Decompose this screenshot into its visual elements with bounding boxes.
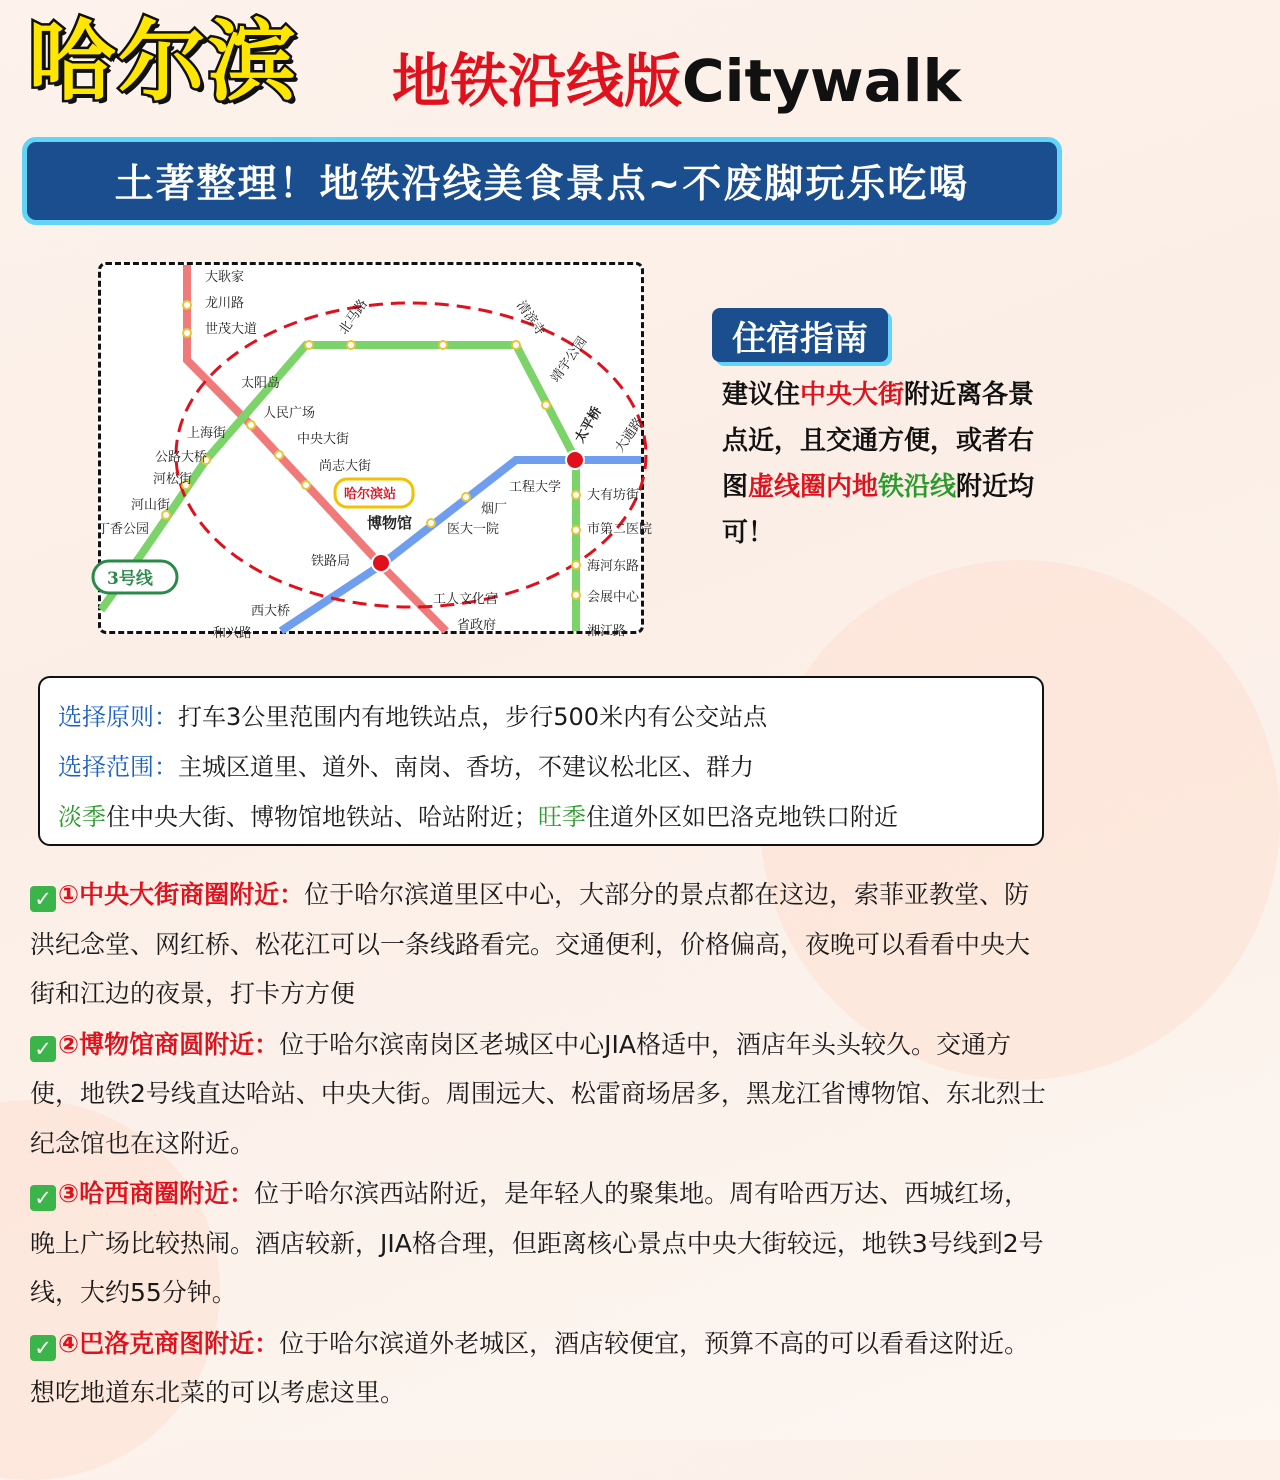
title-sub bbox=[392, 47, 962, 115]
station-label: 博物馆 bbox=[367, 514, 413, 532]
checkmark-icon: ✓ bbox=[30, 1185, 56, 1211]
list-item bbox=[30, 1319, 1052, 1418]
station-label: 河松街 bbox=[153, 472, 193, 487]
station-label: 人民广场 bbox=[263, 406, 316, 421]
guide-text bbox=[722, 372, 1052, 556]
guide-text-highlight-line: 铁沿线 bbox=[878, 472, 957, 502]
item-text: 位于哈尔滨西站附近，是年轻人的聚集地。周有哈西万达、西城红场，晚上广场比较热闹。酒店较新，JIA格合理，但距离核心景点中央大街较远，地铁3号线到2号线，大约55分钟。 bbox=[30, 1179, 1044, 1307]
station-dot bbox=[305, 341, 313, 349]
highlight-station-label: 哈尔滨站 bbox=[344, 487, 397, 502]
info-value: 住道外区如巴洛克地铁口附近 bbox=[586, 803, 898, 831]
station-dot bbox=[572, 491, 580, 499]
station-label: 会展中心 bbox=[587, 590, 640, 605]
item-title: ③哈西商圈附近： bbox=[58, 1179, 255, 1208]
station-dot bbox=[183, 329, 191, 337]
station-label: 清滨寺 bbox=[513, 298, 548, 339]
item-text: 位于哈尔滨道外老城区，酒店较便宜，预算不高的可以看看这附近。想吃地道东北菜的可以考虑这里。 bbox=[30, 1328, 1030, 1407]
info-value: 打车3公里范围内有地铁站点，步行500米内有公交站点 bbox=[178, 703, 768, 731]
list-item bbox=[30, 1169, 1052, 1318]
station-label: 太阳岛 bbox=[241, 376, 281, 391]
transfer-icon bbox=[566, 451, 584, 469]
subtitle-banner: 土著整理！地铁沿线美食景点~不废脚玩乐吃喝 bbox=[22, 137, 1062, 225]
station-label: 大通路 bbox=[612, 414, 647, 456]
station-label: 医大一院 bbox=[447, 522, 500, 537]
title-sub-cn: 地铁沿线版 bbox=[392, 47, 683, 115]
station-label: 丁香公园 bbox=[97, 522, 150, 537]
station-dot bbox=[542, 401, 550, 409]
station-label: 北马路 bbox=[336, 296, 371, 338]
station-label: 公路大桥 bbox=[155, 450, 208, 465]
subway-map-svg bbox=[97, 265, 653, 641]
station-label: 上海街 bbox=[187, 426, 227, 441]
checkmark-icon: ✓ bbox=[30, 1036, 56, 1062]
station-label: 世茂大道 bbox=[205, 322, 258, 337]
station-label: 西大桥 bbox=[251, 604, 291, 619]
item-title: ④巴洛克商图附近： bbox=[58, 1328, 280, 1358]
guide-text-p2: 附近离各景点近，且交通方便，或者右图 bbox=[722, 380, 1035, 502]
info-box bbox=[38, 676, 1044, 846]
station-dot bbox=[572, 591, 580, 599]
guide-text-highlight-street: 中央大街 bbox=[800, 380, 905, 410]
title-sub-en: Citywalk bbox=[682, 47, 962, 115]
station-dot bbox=[512, 341, 520, 349]
title-main: 哈尔滨 bbox=[28, 10, 299, 113]
station-dot bbox=[439, 341, 447, 349]
station-label: 大耿家 bbox=[205, 270, 245, 285]
station-label: 河山街 bbox=[131, 498, 171, 513]
info-row-season bbox=[58, 792, 1024, 842]
station-label: 铁路局 bbox=[311, 554, 351, 569]
item-title: ①中央大街商圈附近： bbox=[58, 880, 305, 909]
list-item bbox=[30, 870, 1052, 1019]
station-dot bbox=[462, 493, 470, 501]
station-dot bbox=[347, 341, 355, 349]
station-label: 尚志大街 bbox=[319, 459, 372, 474]
station-label: 工程大学 bbox=[509, 480, 562, 495]
station-dot bbox=[247, 421, 255, 429]
station-dot bbox=[427, 519, 435, 527]
checkmark-icon: ✓ bbox=[30, 886, 56, 912]
station-label: 市第二医院 bbox=[587, 522, 653, 537]
station-label: 龙川路 bbox=[205, 296, 245, 311]
info-key: 旺季 bbox=[538, 803, 586, 831]
station-label: 靖宇公园 bbox=[548, 334, 591, 386]
info-value: 主城区道里、道外、南岗、香坊，不建议松北区、群力 bbox=[178, 753, 754, 781]
line-red bbox=[187, 265, 446, 631]
station-dot bbox=[183, 301, 191, 309]
recommendation-list bbox=[30, 870, 1052, 1419]
transfer-icon bbox=[372, 554, 390, 572]
station-label: 中央大街 bbox=[297, 432, 350, 447]
subway-map bbox=[97, 262, 653, 641]
station-dot bbox=[572, 526, 580, 534]
station-label: 省政府 bbox=[457, 618, 497, 633]
station-dot bbox=[302, 481, 310, 489]
station-dot bbox=[572, 561, 580, 569]
station-label: 烟厂 bbox=[481, 502, 508, 517]
station-label: 太平桥 bbox=[572, 404, 605, 446]
station-label: 大有坊街 bbox=[587, 488, 640, 503]
info-key: 淡季 bbox=[58, 803, 106, 831]
list-item bbox=[30, 1020, 1052, 1169]
station-dot bbox=[275, 451, 283, 459]
item-text: 位于哈尔滨道里区中心，大部分的景点都在这边，索菲亚教堂、防洪纪念堂、网红桥、松花江可以一条线路看完。交通便利，价格偏高，夜晚可以看看中央大街和江边的夜景，打卡方方便 bbox=[30, 880, 1031, 1008]
item-title: ②博物馆商圆附近： bbox=[58, 1029, 280, 1059]
station-label: 工人文化宫 bbox=[433, 592, 499, 607]
guide-text-p4: 附近均可！ bbox=[722, 472, 1035, 548]
station-label: 和兴路 bbox=[213, 626, 253, 641]
station-label: 湘江路 bbox=[587, 624, 627, 639]
info-value: 住中央大街、博物馆地铁站、哈站附近； bbox=[106, 803, 538, 831]
info-key: 选择原则： bbox=[58, 703, 178, 731]
checkmark-icon: ✓ bbox=[30, 1335, 56, 1361]
info-key: 选择范围： bbox=[58, 753, 178, 781]
info-row-principle bbox=[58, 692, 1024, 742]
item-text: 位于哈尔滨南岗区老城区中心JIA格适中，酒店年头头较久。交通方使，地铁2号线直达哈站、中央大街。周围远大、松雷商场居多，黑龙江省博物馆、东北烈士纪念馆也在这附近。 bbox=[30, 1029, 1046, 1158]
guide-text-highlight-circle: 虚线圈内地 bbox=[748, 472, 879, 502]
info-row-range bbox=[58, 742, 1024, 792]
station-label: 海河东路 bbox=[587, 559, 640, 574]
guide-text-p1: 建议住 bbox=[722, 380, 801, 410]
line3-label: 3号线 bbox=[107, 569, 153, 589]
guide-tag: 住宿指南 bbox=[712, 308, 888, 362]
